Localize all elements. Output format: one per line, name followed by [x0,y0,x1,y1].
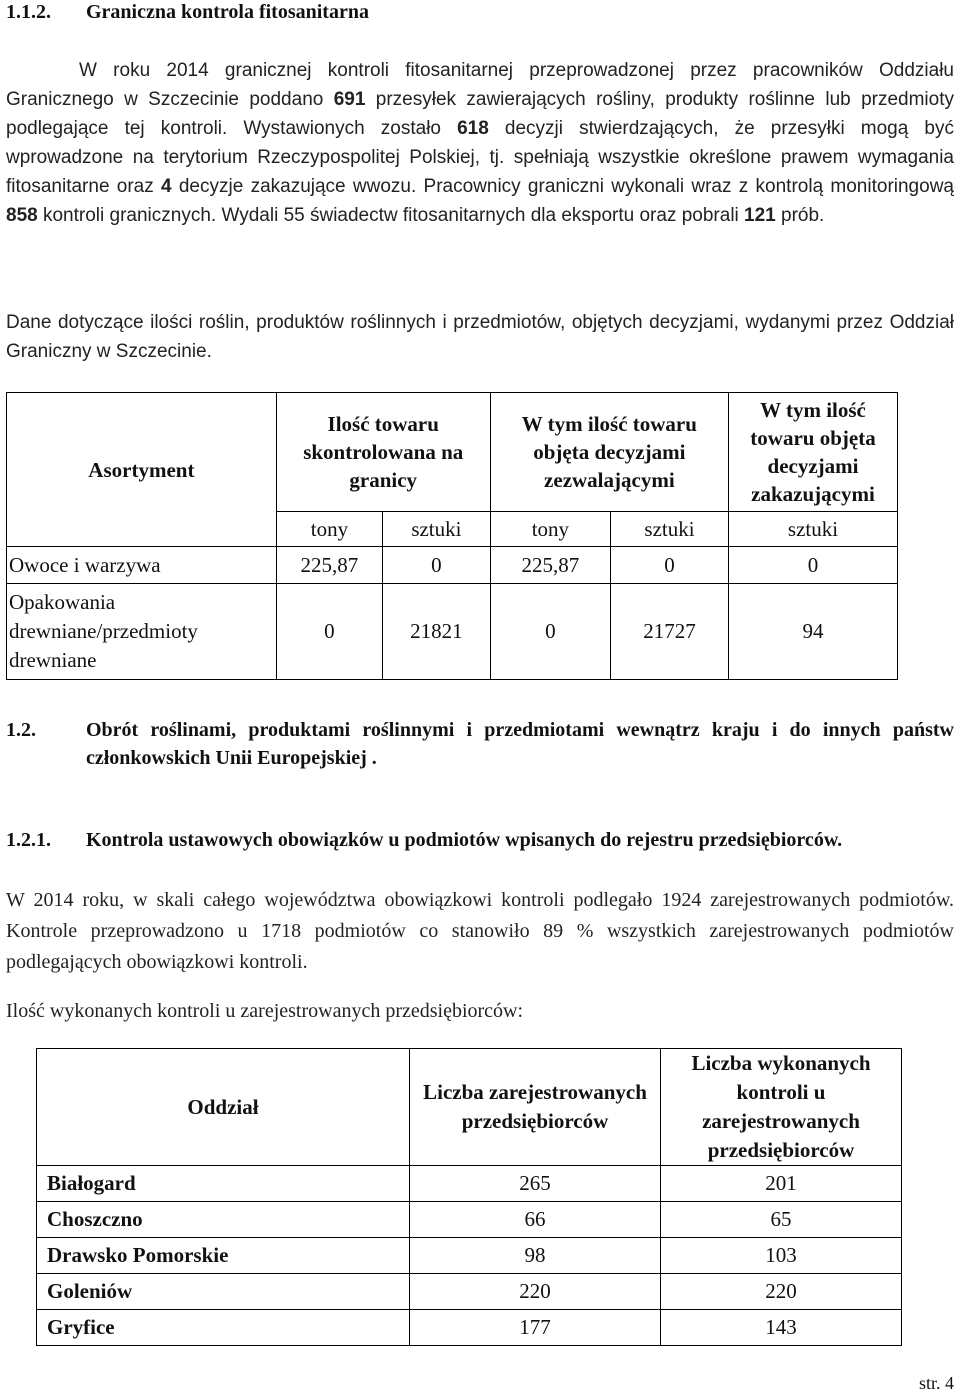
stat-decisions: 618 [457,118,489,139]
section-number: 1.2.1. [6,829,51,851]
table-row [37,1310,902,1346]
value-cell: 21821 [383,584,491,680]
section-title: Graniczna kontrola fitosanitarna [86,1,369,23]
section-heading-1-1-2 [6,0,954,26]
value-cell: 201 [661,1166,902,1202]
value-cell: 0 [611,547,729,584]
row-label: Owoce i warzywa [7,547,277,584]
header-asortyment: Asortyment [7,393,277,547]
unit-cell: tony [276,512,382,547]
stat-bans: 4 [161,176,172,197]
row-label: Drawsko Pomorskie [37,1238,410,1274]
table-row [37,1238,902,1274]
value-cell: 65 [661,1202,902,1238]
header-quantity-controlled: Ilość towaru skontrolowana na granicy [276,393,490,512]
value-cell: 0 [383,547,491,584]
unit-cell: tony [490,512,610,547]
value-cell: 265 [410,1166,661,1202]
value-cell: 66 [410,1202,661,1238]
paragraph-table2-intro: Ilość wykonanych kontroli u zarejestrowanych przedsiębiorców: [6,1000,524,1022]
table-border-decisions [6,392,898,680]
header-controls-count: Liczba wykonanych kontroli u zarejestrowanych przedsiębiorców [661,1049,902,1166]
table-row [7,547,898,584]
row-label: Gryfice [37,1310,410,1346]
header-quantity-banned: W tym ilość towaru objęta decyzjami zakazującymi [729,393,898,512]
table-row [37,1274,902,1310]
row-label: Opakowania drewniane/przedmioty drewniane [7,584,277,680]
paragraph-table-intro: Dane dotyczące ilości roślin, produktów roślinnych i przedmiotów, objętych decyzjami, wydanymi przez Oddział Graniczny w Szczecinie. [6,312,954,362]
value-cell: 177 [410,1310,661,1346]
value-cell: 143 [661,1310,902,1346]
stat-shipments: 691 [333,89,366,110]
value-cell: 21727 [611,584,729,680]
section-number: 1.2. [6,719,36,741]
table-row [7,584,898,680]
value-cell: 98 [410,1238,661,1274]
section-title: Obrót roślinami, produktami roślinnymi i przedmiotami wewnątrz kraju i do innych państw członkowskich Unii Europejskiej . [86,719,954,769]
value-cell: 220 [410,1274,661,1310]
page-number: str. 4 [918,1373,954,1393]
table-row [37,1202,902,1238]
row-label: Choszczno [37,1202,410,1238]
table-registered-controls [36,1048,902,1346]
section-heading-1-2-1 [6,826,954,854]
header-quantity-permitted: W tym ilość towaru objęta decyzjami zezwalającymi [490,393,728,512]
unit-cell: sztuki [729,512,898,547]
header-oddzial: Oddział [37,1049,410,1166]
value-cell: 94 [729,584,898,680]
table-row [37,1166,902,1202]
value-cell: 225,87 [490,547,610,584]
row-label: Białogard [37,1166,410,1202]
value-cell: 103 [661,1238,902,1274]
stat-samples: 121 [744,205,776,226]
value-cell: 0 [276,584,382,680]
value-cell: 225,87 [276,547,382,584]
paragraph-border-control: W roku 2014 granicznej kontroli fitosanitarnej przeprowadzonej przez pracowników Oddziału Granicznego w Szczecinie poddano 691 przesyłek zawierających rośliny, produkty roślinne lub przedmioty podlegające tej kontroli. Wystawionych zostało 618 decyzji stwierdzających, że przesyłki mogą być wprowadzone na terytorium Rzeczypospolitej Polskiej, tj. spełniają wszystkie określone prawem wymagania fitosanitarne oraz 4 decyzje zakazujące wwozu. Pracownicy graniczni wykonali wraz z kontrolą monitoringową 858 kontroli granicznych. Wydali 55 świadectw fitosanitarnych dla eksportu oraz pobrali 121 prób. [6,60,954,226]
header-registered-count: Liczba zarejestrowanych przedsiębiorców [410,1049,661,1166]
paragraph-registered-entities: W 2014 roku, w skali całego województwa obowiązkowi kontroli podlegało 1924 zarejestrowanych podmiotów. Kontrole przeprowadzono u 1718 podmiotów co stanowiło 89 % wszystkich zarejestrowanych podmiotów podlegających obowiązkowi kontroli. [6,889,954,973]
stat-controls: 858 [6,205,38,226]
row-label: Goleniów [37,1274,410,1310]
section-title: Kontrola ustawowych obowiązków u podmiotów wpisanych do rejestru przedsiębiorców. [86,829,843,851]
section-heading-1-2 [6,716,954,772]
unit-cell: sztuki [383,512,491,547]
value-cell: 220 [661,1274,902,1310]
value-cell: 0 [729,547,898,584]
section-number: 1.1.2. [6,1,51,23]
value-cell: 0 [490,584,610,680]
unit-cell: sztuki [611,512,729,547]
